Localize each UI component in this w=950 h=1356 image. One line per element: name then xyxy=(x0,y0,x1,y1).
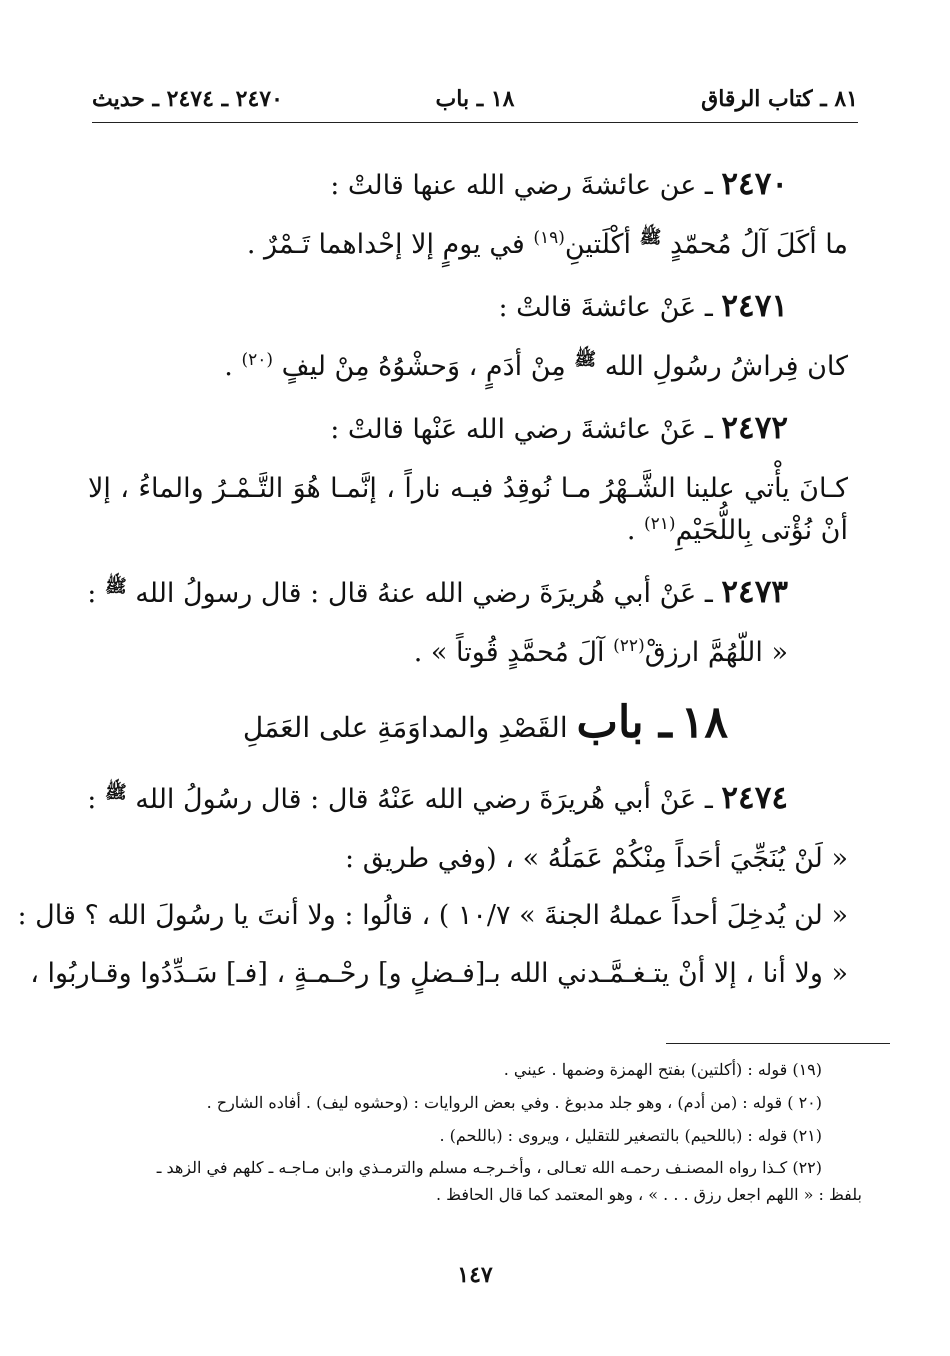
hadith-text-part: . xyxy=(224,350,233,382)
hadith-number: ٢٤٧٤ xyxy=(721,779,788,816)
hadith-intro: ـ عن عائشةَ رضي الله عنها قالتْ : xyxy=(330,170,713,201)
hadith-heading xyxy=(88,160,848,208)
hadith-text-part: . xyxy=(626,514,636,546)
hadith-text xyxy=(88,468,848,552)
hadith-number: ٢٤٧٣ xyxy=(721,573,788,610)
hadith-text-part: مِنْ أدَمٍ ، وَحشْوُهُ مِنْ ليفٍ xyxy=(281,350,566,382)
hadith-heading xyxy=(88,282,848,330)
footnote-reference: (٢١) xyxy=(644,513,676,534)
hadith-heading xyxy=(88,774,848,822)
hadith-intro: ـ عَنْ عائشةَ رضي الله عَنْها قالتْ : xyxy=(330,413,713,445)
hadith-text-part: أكْلَتينِ xyxy=(564,229,632,261)
hadith-text: « لن يُدخِلَ أحداً عملهُ الجنةَ » ١٠/٧ ) ، قالُوا : ولا أنتَ يا رسُولَ الله ؟ قال : xyxy=(17,900,848,932)
hadith-text-part: آلَ مُحمَّدٍ قُوتاً » . xyxy=(413,636,605,668)
header-chapter: ١٨ ـ باب xyxy=(435,86,515,112)
footnote: (٢٢) كـذا رواه المصنـف رحمـه الله تعـالى ، وأخـرجـه مسلم والترمـذي وابن مـاجـه ـ كلهم في الزهد ـ xyxy=(156,1158,822,1178)
hadith-intro: ـ عَنْ عائشةَ قالتْ : xyxy=(498,291,713,323)
running-header xyxy=(92,82,858,123)
footnote-separator xyxy=(666,1043,890,1044)
footnotes xyxy=(82,1058,862,1216)
honorific-glyph: ﷺ xyxy=(639,227,662,249)
footnote-reference: (٢٢) xyxy=(613,635,645,656)
hadith-text-part: في يومٍ إلا إحْداهما تَـمْرٌ . xyxy=(246,229,525,261)
hadith-text: « لَنْ يُنَجِّيَ أحَداً مِنْكُمْ عَمَلُهُ » ، (وفي طريق : xyxy=(345,842,848,874)
main-text xyxy=(17,160,848,1011)
honorific-glyph: ﷺ xyxy=(104,781,127,803)
footnote: (١٩) قوله : (أكلتين) بفتح الهمزة وضمها . عيني . xyxy=(503,1060,822,1079)
honorific-glyph: ﷺ xyxy=(574,348,597,370)
hadith-number: ٢٤٧١ xyxy=(721,287,788,324)
hadith-heading xyxy=(88,568,848,616)
chapter-label: ـ باب xyxy=(576,697,672,749)
header-hadith-range: ٢٤٧٠ ـ ٢٤٧٤ ـ حديث xyxy=(92,86,283,112)
hadith-text xyxy=(88,224,848,266)
hadith-number: ٢٤٧٠ xyxy=(721,166,788,202)
footnote: (٢١) قوله : (باللحيم) بالتصغير للتقليل ، ويروى : (باللحم) . xyxy=(439,1125,822,1145)
hadith-intro-tail: : xyxy=(87,783,97,815)
hadith-heading xyxy=(88,404,848,452)
hadith-text-part: ما أكَلَ آلُ مُحمّدٍ xyxy=(669,229,848,261)
chapter-heading xyxy=(88,689,848,757)
hadith-text-part: « اللّهُمَّ ارزقْ xyxy=(644,636,788,668)
hadith-text xyxy=(88,346,848,388)
hadith-text: « ولا أنا ، إلا أنْ يتـغـمَّـدني الله بـ[فـضلٍ و] رحْـمـةٍ ، [فـ] سَـدِّدُوا وقـاربُوا ، xyxy=(30,958,848,990)
hadith-text-part: كان فِراشُ رسُولِ الله xyxy=(604,350,848,382)
footnote-continuation: بلفظ : « اللهم اجعل رزق . . . » ، وهو المعتمد كما قال الحافظ . xyxy=(435,1185,862,1205)
chapter-title: القَصْدِ والمداوَمَةِ على العَمَلِ xyxy=(242,711,568,745)
footnote: (٢٠ ) قوله : (من أدم) ، وهو جلد مدبوغ . وفي بعض الروايات : (وحشوه ليف) . أفاده الشارح . xyxy=(206,1092,822,1112)
footnote-reference: (٢٠) xyxy=(241,349,274,370)
hadith-number: ٢٤٧٢ xyxy=(721,409,788,446)
hadith-text xyxy=(88,632,848,674)
header-book-title: ٨١ ـ كتاب الرقاق xyxy=(701,86,858,112)
hadith-text-part: كـانَ يأْتي علينا الشَّـهْرُ مـا نُوقِدُ فيـه ناراً ، إنَّمـا هُوَ التَّـمْـرُ والماءُ ، إلا أنْ نُؤْتى بِاللُّحَيْمِ xyxy=(88,472,848,546)
honorific-glyph: ﷺ xyxy=(104,575,127,597)
chapter-number: ١٨ xyxy=(680,697,728,749)
page-number: ١٤٧ xyxy=(457,1262,493,1288)
hadith-intro-tail: : xyxy=(87,577,97,609)
hadith-intro: ـ عَنْ أبي هُريرَةَ رضي الله عنهُ قال : قال رسولُ الله xyxy=(135,577,713,609)
hadith-intro: ـ عَنْ أبي هُريرَةَ رضي الله عَنْهُ قال : قال رسُولُ الله xyxy=(135,783,713,815)
footnote-reference: (١٩) xyxy=(533,228,565,249)
